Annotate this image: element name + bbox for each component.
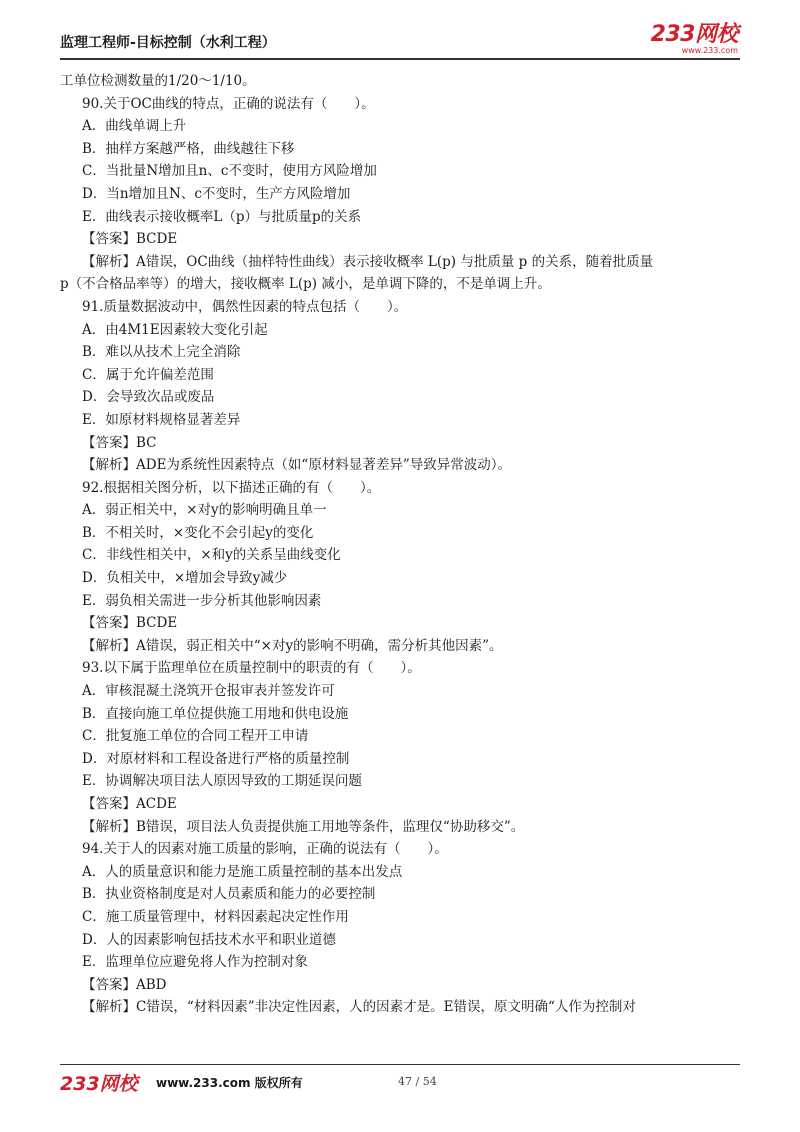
text-line: 91.质量数据波动中，偶然性因素的特点包括（ ）。 xyxy=(82,298,408,315)
copyright-text: www.233.com 版权所有 xyxy=(156,1076,303,1090)
text-line: E．弱负相关需进一步分析其他影响因素 xyxy=(82,592,322,609)
document-title: 监理工程师-目标控制（水利工程） xyxy=(60,35,276,51)
text-line: C．当批量N增加且n、c不变时，使用方风险增加 xyxy=(82,163,377,180)
text-line: B．抽样方案越严格，曲线越往下移 xyxy=(82,140,295,157)
text-line: 92.根据相关图分析，以下描述正确的有（ ）。 xyxy=(82,479,381,496)
page-number: 47 / 54 xyxy=(398,1075,437,1088)
text-line: 【答案】BCDE xyxy=(82,231,178,248)
text-line: 【解析】C错误，“材料因素”非决定性因素，人的因素才是。E错误，原文明确“人作为控制对 xyxy=(82,999,636,1016)
text-line: B．难以从技术上完全消除 xyxy=(82,344,241,361)
text-line: 【答案】BC xyxy=(82,434,157,451)
text-line: D．对原材料和工程设备进行严格的质量控制 xyxy=(82,750,350,767)
text-line: 【答案】BCDE xyxy=(82,615,178,632)
page-footer xyxy=(60,1062,740,1095)
text-line: 【答案】ABD xyxy=(82,976,167,993)
text-line: 【解析】A错误，弱正相关中“×对y的影响不明确，需分析其他因素”。 xyxy=(82,637,503,654)
text-line: D．负相关中，×增加会导致y减少 xyxy=(82,570,288,587)
text-line: D．当n增加且N、c不变时，生产方风险增加 xyxy=(82,185,351,202)
text-line: E．曲线表示接收概率L（p）与批质量p的关系 xyxy=(82,208,362,225)
logo-wordmark: 233网校 xyxy=(650,22,738,47)
text-line: C．批复施工单位的合同工程开工申请 xyxy=(82,728,309,745)
text-line: C．属于允许偏差范围 xyxy=(82,366,214,383)
header-divider xyxy=(60,58,740,60)
text-line: 94.关于人的因素对施工质量的影响，正确的说法有（ ）。 xyxy=(82,841,448,858)
text-line: D．会导致次品或废品 xyxy=(82,389,215,406)
document-body xyxy=(60,70,738,1019)
footer-logo: 233网校 xyxy=(60,1073,138,1095)
text-line: B．执业资格制度是对人员素质和能力的必要控制 xyxy=(82,886,376,903)
text-line: A．由4M1E因素较大变化引起 xyxy=(82,321,268,338)
logo-url: www.233.com xyxy=(681,46,738,55)
text-line: A．人的质量意识和能力是施工质量控制的基本出发点 xyxy=(82,863,403,880)
text-line: A．审核混凝土浇筑开仓报审表并签发许可 xyxy=(82,683,335,700)
text-line: 93.以下属于监理单位在质量控制中的职责的有（ ）。 xyxy=(82,660,421,677)
text-line: B．直接向施工单位提供施工用地和供电设施 xyxy=(82,705,349,722)
text-line: 【解析】A错误，OC曲线（抽样特性曲线）表示接收概率 L(p) 与批质量 p 的关系，随着批质量 xyxy=(82,253,654,270)
text-line: E．协调解决项目法人原因导致的工期延误问题 xyxy=(82,773,362,790)
text-line: E．监理单位应避免将人作为控制对象 xyxy=(82,954,308,971)
text-line: D．人的因素影响包括技术水平和职业道德 xyxy=(82,931,336,948)
text-line: 工单位检测数量的1/20～1/10。 xyxy=(60,73,256,89)
text-line: p（不合格品率等）的增大，接收概率 L(p) 减小，是单调下降的，不是单调上升。 xyxy=(60,276,551,293)
text-line: E．如原材料规格显著差异 xyxy=(82,411,241,428)
text-line: A．弱正相关中，×对y的影响明确且单一 xyxy=(82,502,327,519)
brand-logo xyxy=(651,22,738,55)
text-line: 【解析】B错误，项目法人负责提供施工用地等条件，监理仅“协助移交”。 xyxy=(82,818,525,835)
text-line: C．非线性相关中，×和y的关系呈曲线变化 xyxy=(82,547,341,564)
text-line: 【答案】ACDE xyxy=(82,796,177,812)
text-line: 90.关于OC曲线的特点，正确的说法有（ ）。 xyxy=(82,95,375,112)
text-line: A．曲线单调上升 xyxy=(82,118,187,135)
text-line: B．不相关时，×变化不会引起y的变化 xyxy=(82,524,314,541)
text-line: C．施工质量管理中，材料因素起决定性作用 xyxy=(82,908,349,925)
text-line: 【解析】ADE为系统性因素特点（如“原材料显著差异”导致异常波动）。 xyxy=(82,457,511,474)
